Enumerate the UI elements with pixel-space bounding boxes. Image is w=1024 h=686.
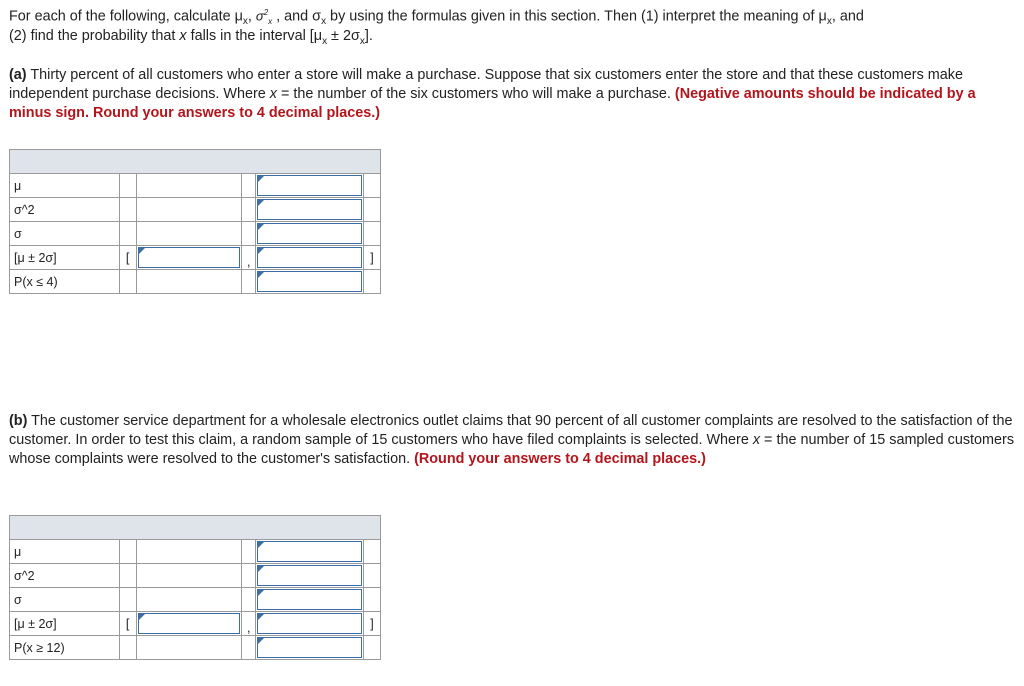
mu-input[interactable] (257, 541, 362, 562)
comma: , (242, 246, 256, 270)
row-label-sigma: σ (10, 222, 120, 246)
comma: , (242, 612, 256, 636)
interval-upper-input[interactable] (257, 247, 362, 268)
row-label-probability: P(x ≥ 12) (10, 636, 120, 660)
interval-upper-input[interactable] (257, 613, 362, 634)
part-b-answer-table (9, 515, 381, 660)
interval-lower-input[interactable] (138, 247, 241, 268)
row-label-variance: σ^2 (10, 564, 120, 588)
table-header (10, 516, 381, 540)
open-bracket: [ (119, 246, 136, 270)
row-label-probability: P(x ≤ 4) (10, 270, 120, 294)
probability-input[interactable] (257, 271, 362, 292)
close-bracket: ] (363, 612, 380, 636)
row-label-variance: σ^2 (10, 198, 120, 222)
close-bracket: ] (363, 246, 380, 270)
variance-input[interactable] (257, 199, 362, 220)
mu-input[interactable] (257, 175, 362, 196)
open-bracket: [ (119, 612, 136, 636)
variance-input[interactable] (257, 565, 362, 586)
table-header (10, 150, 381, 174)
sigma-input[interactable] (257, 223, 362, 244)
part-a-answer-table (9, 149, 381, 294)
sigma-input[interactable] (257, 589, 362, 610)
instructions: For each of the following, calculate $\mu_x$, $\sigma^2_x$ , and $\sigma_x$ by using the formulas given in this section. Then (1) interpret the meaning of $\mu_x$, and (2) find the probability that x falls in the interval $[\mu_x \pm 2\sigma_x]$. (9, 8, 864, 47)
part-a-question: (a) Thirty percent of all customers who enter a store will make a purchase. Suppose that six customers enter the store and that these customers make independent purchase decisions. Where x = the number of the six customers who will make a purchase. (Negative amounts should be indicated by a minus sign. Round your answers to 4 decimal places.) (9, 67, 976, 122)
row-label-interval: [μ ± 2σ] (10, 612, 120, 636)
row-label-mu: μ (10, 174, 120, 198)
probability-input[interactable] (257, 637, 362, 658)
row-label-interval: [μ ± 2σ] (10, 246, 120, 270)
row-label-sigma: σ (10, 588, 120, 612)
interval-lower-input[interactable] (138, 613, 241, 634)
part-b-question: (b) The customer service department for a wholesale electronics outlet claims that 90 percent of all customer complaints are resolved to the satisfaction of the customer. In order to test this claim, a random sample of 15 customers who have filed complaints is selected. Where x = the number of 15 sampled customers whose complaints were resolved to the customer's satisfaction. (Round your answers to 4 decimal places.) (9, 413, 1015, 468)
row-label-mu: μ (10, 540, 120, 564)
